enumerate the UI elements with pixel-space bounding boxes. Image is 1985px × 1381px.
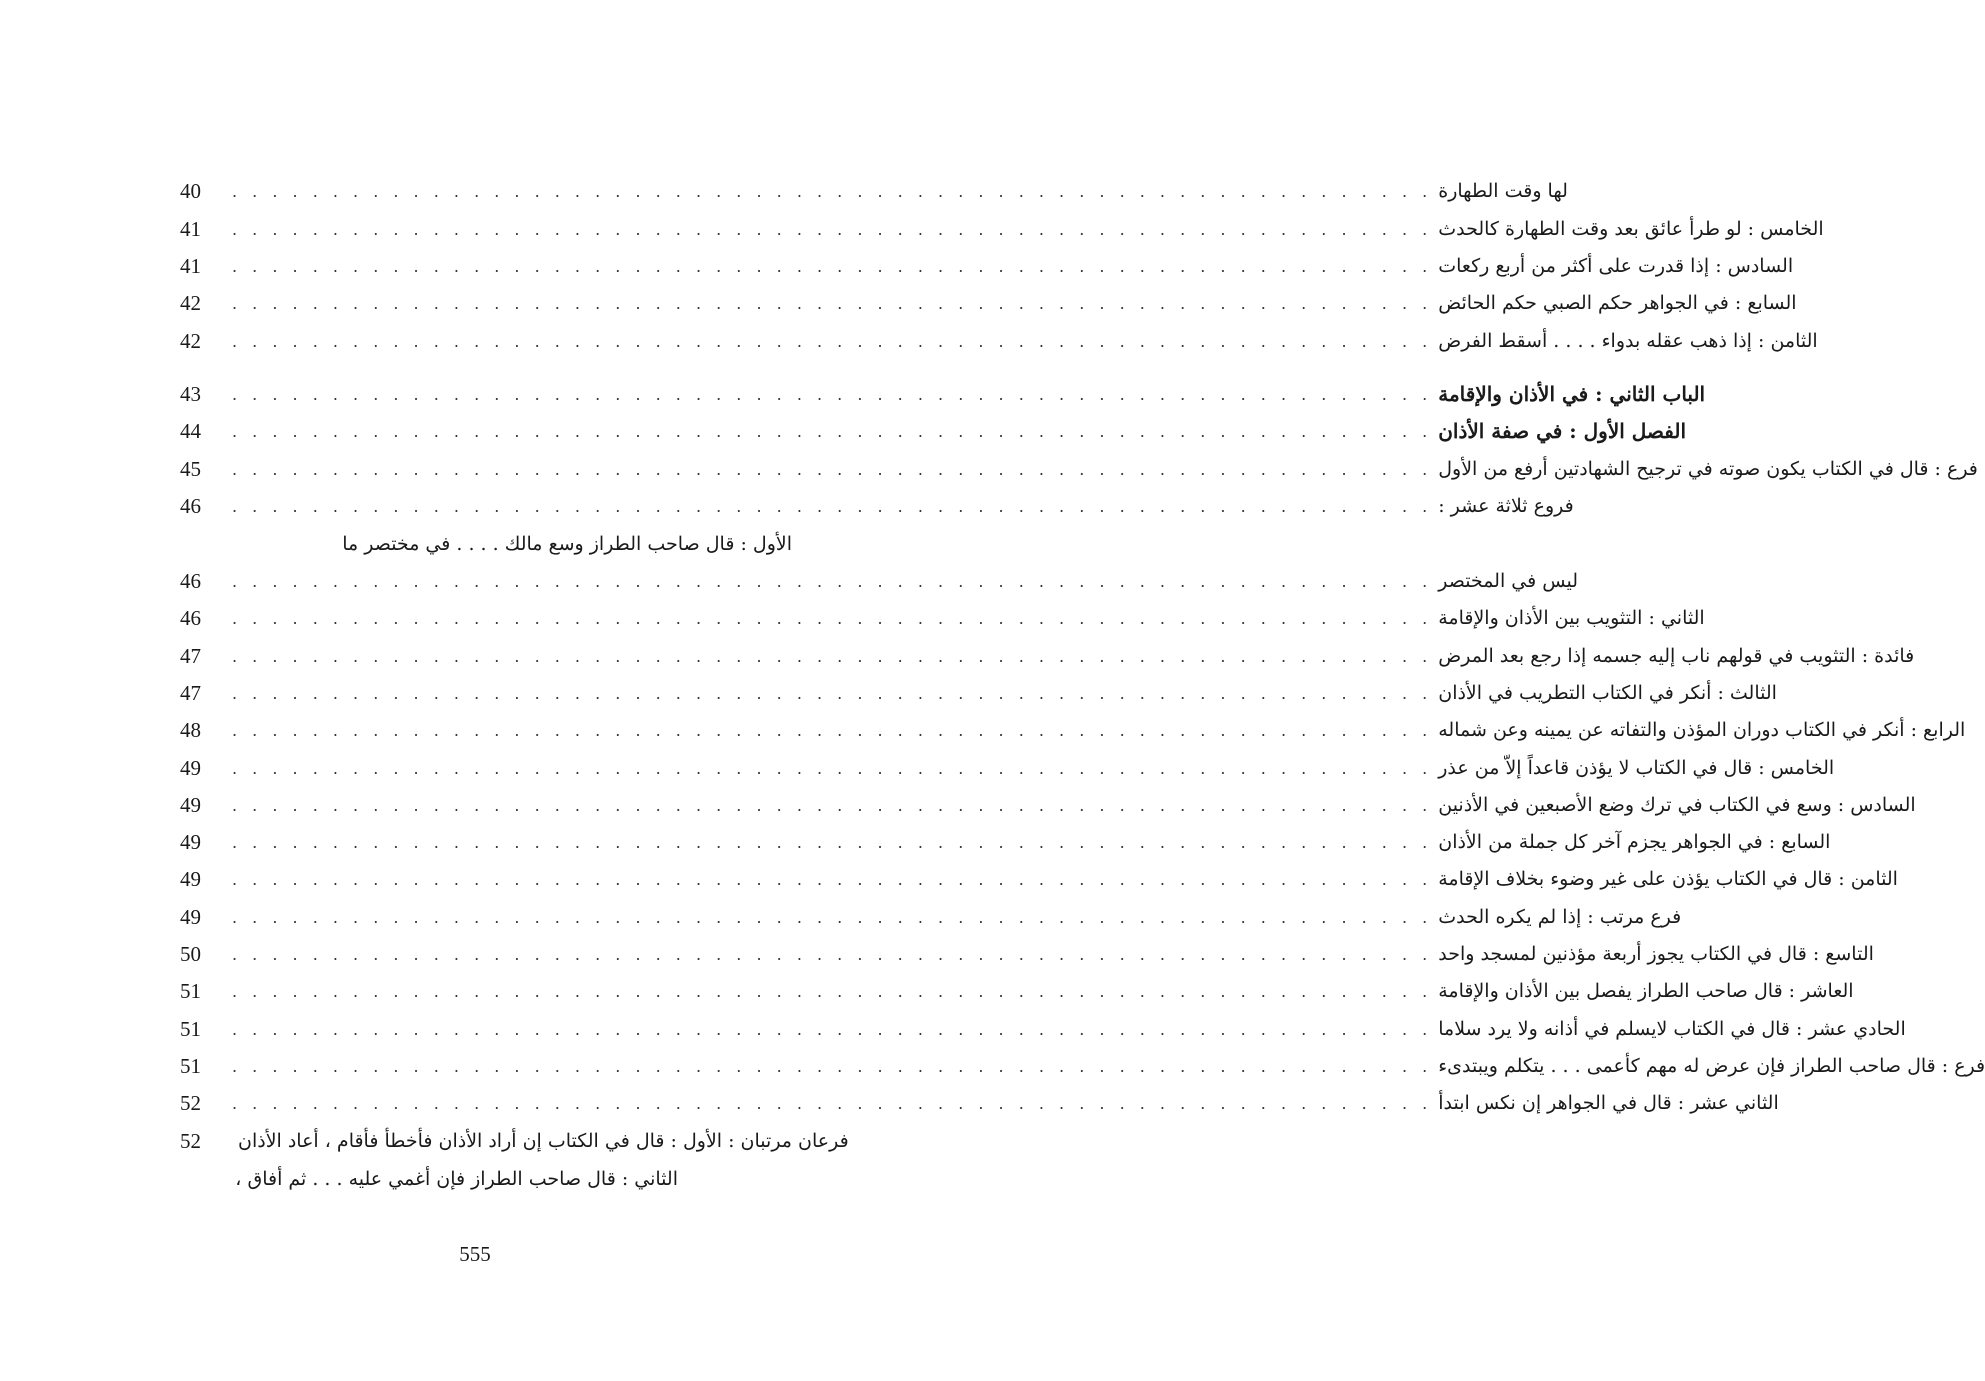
dot-leader: . . . . . . . . . . . . . . . . . . . . . . . . . . . . . . . . . . . . . . . . . . . . . . . . . . . . . . . . . . . . bbox=[232, 832, 1433, 852]
dot-leader: . . . . . . . . . . . . . . . . . . . . . . . . . . . . . . . . . . . . . . . . . . . . . . . . . . . . . . . . . . . . bbox=[232, 1093, 1433, 1113]
toc-page-number: 41 bbox=[180, 253, 201, 278]
toc-entry-text: السادس : إذا قدرت على أكثر من أربع ركعات bbox=[1438, 255, 1794, 277]
dot-leader: . . . . . . . . . . . . . . . . . . . . . . . . . . . . . . . . . . . . . . . . . . . . . . . . . . . . . . . . . . . . bbox=[232, 1019, 1433, 1039]
dot-leader: . . . . . . . . . . . . . . . . . . . . . . . . . . . . . . . . . . . . . . . . . . . . . . . . . . . . . . . . . . . . bbox=[232, 869, 1433, 889]
toc-page-number: 46 bbox=[180, 493, 201, 518]
toc-entry bbox=[180, 1049, 1985, 1083]
toc-entry bbox=[180, 174, 1568, 208]
toc-entry-continuation: الثاني : قال صاحب الطراز فإن أغمي عليه . . . ثم أفاق ، bbox=[235, 1168, 678, 1190]
toc-entry-text: التاسع : قال في الكتاب يجوز أربعة مؤذنين لمسجد واحد bbox=[1438, 943, 1874, 965]
toc-entry-text: فرع : قال في الكتاب يكون صوته في ترجيح الشهادتين أرفع من الأول bbox=[1438, 458, 1978, 480]
dot-leader: . . . . . . . . . . . . . . . . . . . . . . . . . . . . . . . . . . . . . . . . . . . . . . . . . . . . . . . . . . . . bbox=[232, 758, 1433, 778]
toc-entry-text: الخامس : لو طرأ عائق بعد وقت الطهارة كالحدث bbox=[1438, 218, 1824, 240]
toc-page-number: 50 bbox=[180, 941, 201, 966]
toc-page-number: 42 bbox=[180, 290, 201, 315]
dot-leader: . . . . . . . . . . . . . . . . . . . . . . . . . . . . . . . . . . . . . . . . . . . . . . . . . . . . . . . . . . . . bbox=[232, 907, 1433, 927]
toc-page-number: 45 bbox=[180, 456, 201, 481]
toc-entry-text: الثامن : قال في الكتاب يؤذن على غير وضوء بخلاف الإقامة bbox=[1438, 868, 1898, 890]
toc-entry bbox=[180, 601, 1705, 635]
toc-page-number: 46 bbox=[180, 568, 201, 593]
dot-leader: . . . . . . . . . . . . . . . . . . . . . . . . . . . . . . . . . . . . . . . . . . . . . . . . . . . . . . . . . . . . bbox=[232, 331, 1433, 351]
toc-entry bbox=[180, 324, 1818, 358]
dot-leader: . . . . . . . . . . . . . . . . . . . . . . . . . . . . . . . . . . . . . . . . . . . . . . . . . . . . . . . . . . . . bbox=[232, 571, 1433, 591]
toc-entry-text: الثامن : إذا ذهب عقله بدواء . . . . أسقط الفرض bbox=[1438, 330, 1818, 352]
toc-page-number: 49 bbox=[180, 866, 201, 891]
toc-heading: الفصل الأول : في صفة الأذان bbox=[1438, 419, 1687, 443]
toc-page-number: 40 bbox=[180, 178, 201, 203]
dot-leader: . . . . . . . . . . . . . . . . . . . . . . . . . . . . . . . . . . . . . . . . . . . . . . . . . . . . . . . . . . . . bbox=[232, 683, 1433, 703]
toc-page-number: 49 bbox=[180, 904, 201, 929]
toc-page-number: 49 bbox=[180, 792, 201, 817]
dot-leader: . . . . . . . . . . . . . . . . . . . . . . . . . . . . . . . . . . . . . . . . . . . . . . . . . . . . . . . . . . . . bbox=[232, 219, 1433, 239]
toc-entry bbox=[180, 286, 1797, 320]
toc-entry-text: الخامس : قال في الكتاب لا يؤذن قاعداً إلاّ من عذر bbox=[1438, 757, 1835, 779]
toc-entry-text: السادس : وسع في الكتاب في ترك وضع الأصبعين في الأذنين bbox=[1438, 794, 1916, 816]
toc-entry bbox=[180, 377, 1706, 411]
toc-entry-text: العاشر : قال صاحب الطراز يفصل بين الأذان والإقامة bbox=[1438, 980, 1854, 1002]
toc-heading: الباب الثاني : في الأذان والإقامة bbox=[1438, 382, 1706, 406]
dot-leader: . . . . . . . . . . . . . . . . . . . . . . . . . . . . . . . . . . . . . . . . . . . . . . . . . . . . . . . . . . . . bbox=[232, 1056, 1433, 1076]
toc-entry-text: الرابع : أنكر في الكتاب دوران المؤذن والتفاته عن يمينه وعن شماله bbox=[1438, 719, 1966, 741]
dot-leader: . . . . . . . . . . . . . . . . . . . . . . . . . . . . . . . . . . . . . . . . . . . . . . . . . . . . . . . . . . . . bbox=[232, 646, 1433, 666]
toc-page-number: 49 bbox=[180, 755, 201, 780]
toc-entry-text: الثاني : التثويب بين الأذان والإقامة bbox=[1438, 607, 1705, 629]
dot-leader: . . . . . . . . . . . . . . . . . . . . . . . . . . . . . . . . . . . . . . . . . . . . . . . . . . . . . . . . . . . . bbox=[232, 720, 1433, 740]
toc-entry bbox=[180, 788, 1916, 822]
dot-leader: . . . . . . . . . . . . . . . . . . . . . . . . . . . . . . . . . . . . . . . . . . . . . . . . . . . . . . . . . . . . bbox=[232, 459, 1433, 479]
toc-entry bbox=[180, 825, 1831, 859]
toc-entry-text: الثالث : أنكر في الكتاب التطريب في الأذان bbox=[1438, 682, 1777, 704]
toc-entry-text: الثاني عشر : قال في الجواهر إن نكس ابتدأ bbox=[1438, 1092, 1779, 1114]
toc-entry-text: فرع مرتب : إذا لم يكره الحدث bbox=[1438, 906, 1682, 928]
toc-entry bbox=[180, 974, 1854, 1008]
toc-entry bbox=[180, 900, 1682, 934]
toc-entry bbox=[180, 489, 1574, 523]
toc-entry-text: فرع : قال صاحب الطراز فإن عرض له مهم كأعمى . . . يتكلم ويبتدىء bbox=[1438, 1055, 1985, 1077]
toc-entry bbox=[180, 751, 1835, 785]
dot-leader: . . . . . . . . . . . . . . . . . . . . . . . . . . . . . . . . . . . . . . . . . . . . . . . . . . . . . . . . . . . . bbox=[232, 944, 1433, 964]
page-number: 555 bbox=[459, 1242, 491, 1266]
dot-leader: . . . . . . . . . . . . . . . . . . . . . . . . . . . . . . . . . . . . . . . . . . . . . . . . . . . . . . . . . . . . bbox=[232, 981, 1433, 1001]
toc-entry-text: السابع : في الجواهر حكم الصبي حكم الحائض bbox=[1438, 292, 1797, 314]
toc-page-number: 46 bbox=[180, 605, 201, 630]
toc-entry-text: لها وقت الطهارة bbox=[1438, 180, 1568, 202]
toc-entry-continuation: الأول : قال صاحب الطراز وسع مالك . . . . في مختصر ما bbox=[342, 533, 792, 555]
dot-leader: . . . . . . . . . . . . . . . . . . . . . . . . . . . . . . . . . . . . . . . . . . . . . . . . . . . . . . . . . . . . bbox=[232, 496, 1433, 516]
toc-entry bbox=[180, 414, 1687, 448]
dot-leader: . . . . . . . . . . . . . . . . . . . . . . . . . . . . . . . . . . . . . . . . . . . . . . . . . . . . . . . . . . . . bbox=[232, 608, 1433, 628]
toc-entry bbox=[180, 676, 1777, 710]
dot-leader: . . . . . . . . . . . . . . . . . . . . . . . . . . . . . . . . . . . . . . . . . . . . . . . . . . . . . . . . . . . . bbox=[232, 293, 1433, 313]
toc-page-number: 49 bbox=[180, 829, 201, 854]
toc-entry bbox=[180, 639, 1915, 673]
toc-entry bbox=[180, 1124, 849, 1158]
toc-page-number: 52 bbox=[180, 1128, 201, 1153]
toc-entry bbox=[180, 249, 1794, 283]
toc-page-number: 52 bbox=[180, 1090, 201, 1115]
dot-leader: . . . . . . . . . . . . . . . . . . . . . . . . . . . . . . . . . . . . . . . . . . . . . . . . . . . . . . . . . . . . bbox=[232, 421, 1433, 441]
toc-page-number: 47 bbox=[180, 680, 201, 705]
toc-page-number: 51 bbox=[180, 1016, 201, 1041]
toc-entry bbox=[180, 452, 1978, 486]
toc-entry bbox=[180, 564, 1578, 598]
toc-entry bbox=[180, 713, 1966, 747]
toc-page-number: 48 bbox=[180, 717, 201, 742]
toc-page-number: 43 bbox=[180, 381, 201, 406]
dot-leader: . . . . . . . . . . . . . . . . . . . . . . . . . . . . . . . . . . . . . . . . . . . . . . . . . . . . . . . . . . . . bbox=[232, 795, 1433, 815]
dot-leader: . . . . . . . . . . . . . . . . . . . . . . . . . . . . . . . . . . . . . . . . . . . . . . . . . . . . . . . . . . . . bbox=[232, 181, 1433, 201]
toc-entry bbox=[180, 1086, 1779, 1120]
toc-entry bbox=[180, 212, 1824, 246]
toc-entry-text: فروع ثلاثة عشر : bbox=[1438, 495, 1574, 517]
toc-page-number: 47 bbox=[180, 643, 201, 668]
toc-page-number: 44 bbox=[180, 418, 201, 443]
toc-entry-text: فرعان مرتبان : الأول : قال في الكتاب إن أراد الأذان فأخطأ فأقام ، أعاد الأذان bbox=[238, 1130, 849, 1152]
toc-page-number: 41 bbox=[180, 216, 201, 241]
toc-entry-text: فائدة : التثويب في قولهم ناب إليه جسمه إذا رجع بعد المرض bbox=[1438, 645, 1915, 667]
toc-page-number: 42 bbox=[180, 328, 201, 353]
toc-entry bbox=[180, 937, 1874, 971]
toc-entry-text: الحادي عشر : قال في الكتاب لايسلم في أذانه ولا يرد سلاما bbox=[1438, 1018, 1906, 1040]
toc-entry bbox=[180, 1012, 1906, 1046]
toc-entry bbox=[180, 862, 1898, 896]
toc-entry-text: ليس في المختصر bbox=[1438, 570, 1578, 592]
toc-entry-text: السابع : في الجواهر يجزم آخر كل جملة من الأذان bbox=[1438, 831, 1831, 853]
toc-page-number: 51 bbox=[180, 978, 201, 1003]
dot-leader: . . . . . . . . . . . . . . . . . . . . . . . . . . . . . . . . . . . . . . . . . . . . . . . . . . . . . . . . . . . . bbox=[232, 256, 1433, 276]
toc-page-number: 51 bbox=[180, 1053, 201, 1078]
dot-leader: . . . . . . . . . . . . . . . . . . . . . . . . . . . . . . . . . . . . . . . . . . . . . . . . . . . . . . . . . . . . bbox=[232, 384, 1433, 404]
